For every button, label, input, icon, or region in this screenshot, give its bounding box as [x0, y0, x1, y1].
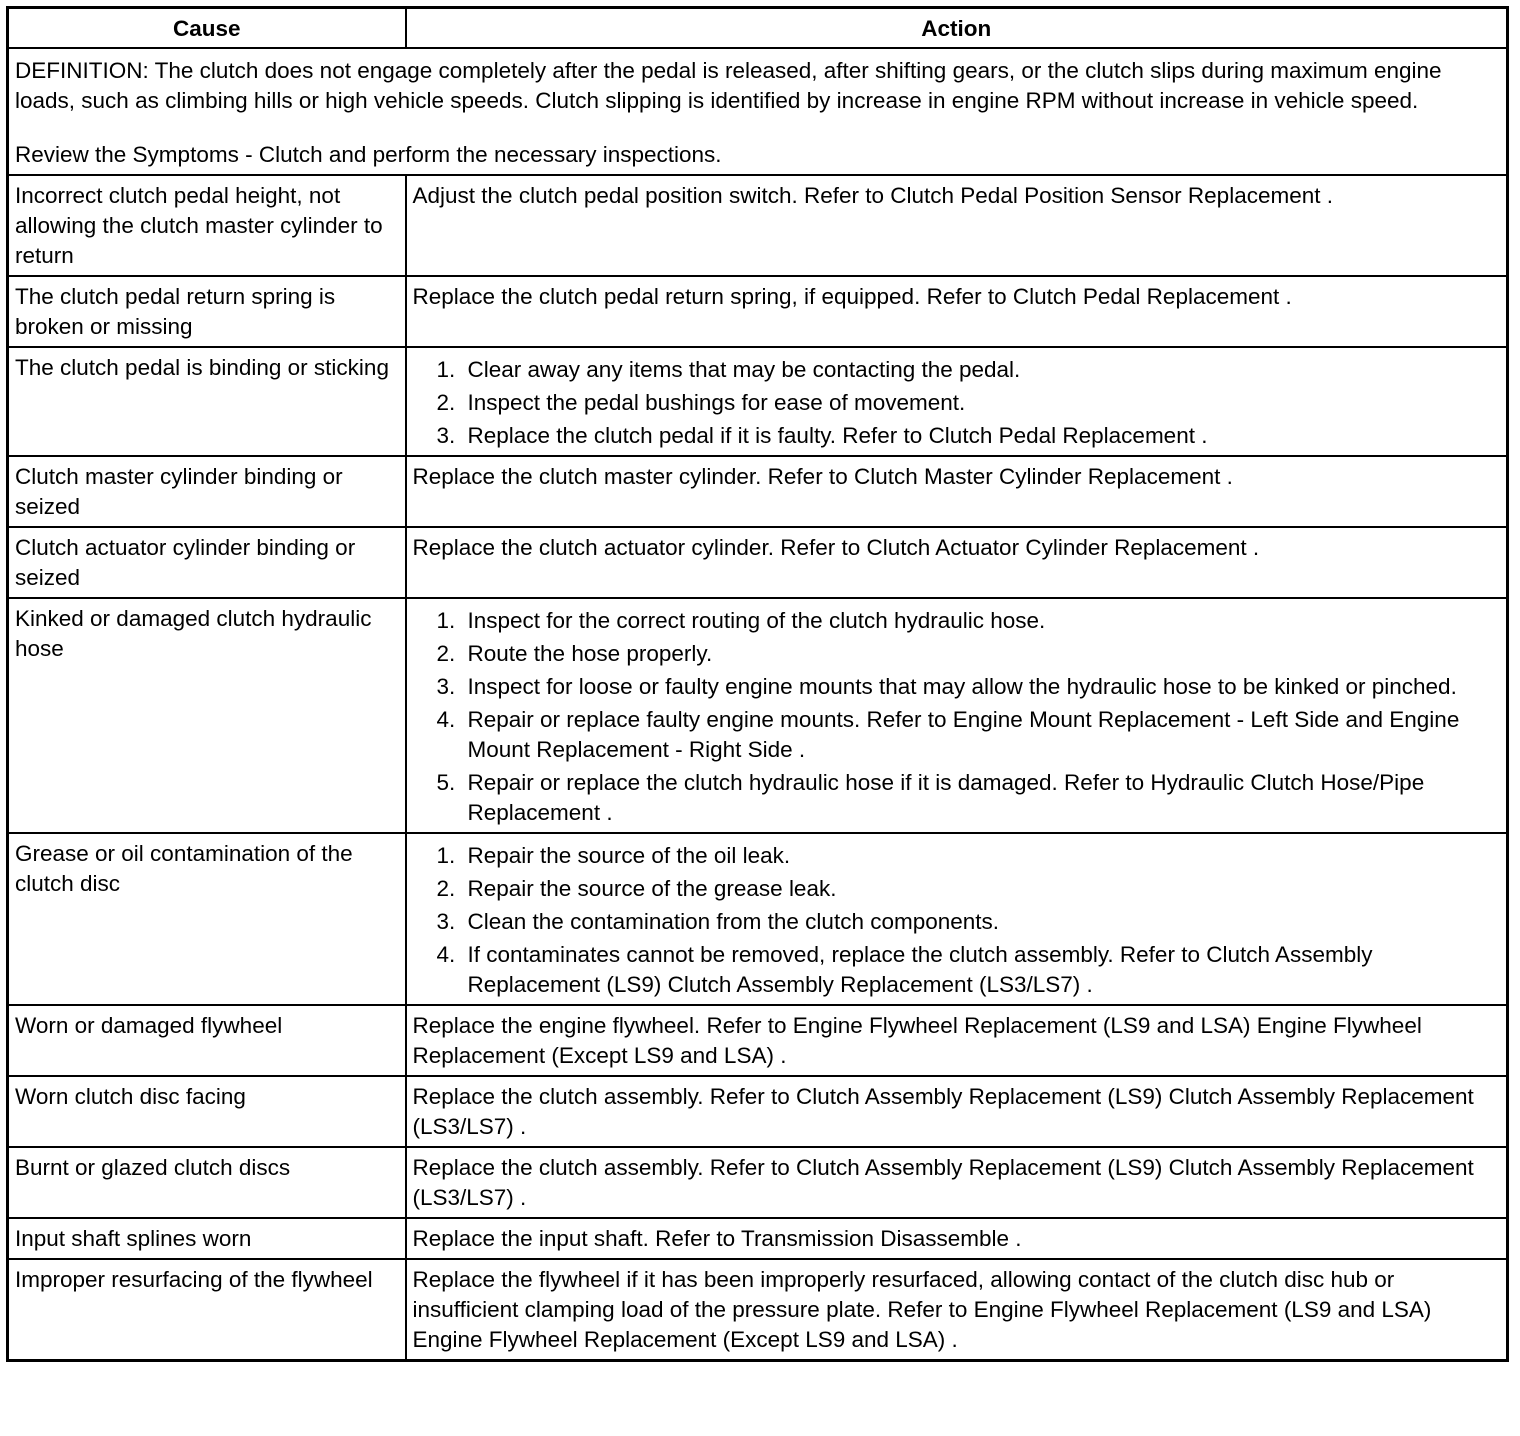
action-step: 2. Repair the source of the grease leak. — [462, 874, 1501, 904]
action-cell — [406, 347, 1508, 456]
table-row — [8, 598, 1508, 833]
action-cell: Replace the clutch assembly. Refer to Clutch Assembly Replacement (LS9) Clutch Assembly Replacement (LS3/LS7) . — [406, 1076, 1508, 1147]
cause-cell: Clutch master cylinder binding or seized — [8, 456, 406, 527]
table-row — [8, 527, 1508, 598]
table-row — [8, 833, 1508, 1005]
diagnostic-table — [6, 6, 1509, 1362]
action-step: 1. Clear away any items that may be contacting the pedal. — [462, 355, 1501, 385]
action-cell — [406, 598, 1508, 833]
action-cell: Replace the input shaft. Refer to Transmission Disassemble . — [406, 1218, 1508, 1259]
action-cell: Replace the clutch pedal return spring, if equipped. Refer to Clutch Pedal Replacement . — [406, 276, 1508, 347]
action-step: 4. If contaminates cannot be removed, replace the clutch assembly. Refer to Clutch Assembly Replacement (LS9) Clutch Assembly Replacement (LS3/LS7) . — [462, 940, 1501, 1000]
table-row — [8, 175, 1508, 276]
action-cell: Adjust the clutch pedal position switch. Refer to Clutch Pedal Position Sensor Replacement . — [406, 175, 1508, 276]
action-step: 2. Inspect the pedal bushings for ease of movement. — [462, 388, 1501, 418]
cause-cell: Incorrect clutch pedal height, not allowing the clutch master cylinder to return — [8, 175, 406, 276]
table-row — [8, 1147, 1508, 1218]
table-row — [8, 1218, 1508, 1259]
action-cell: Replace the engine flywheel. Refer to Engine Flywheel Replacement (LS9 and LSA) Engine Flywheel Replacement (Except LS9 and LSA) . — [406, 1005, 1508, 1076]
action-steps-list — [413, 841, 1501, 1000]
review-text: Review the Symptoms - Clutch and perform the necessary inspections. — [15, 142, 722, 167]
table-row — [8, 347, 1508, 456]
cause-cell: Grease or oil contamination of the clutch disc — [8, 833, 406, 1005]
cause-column-header: Cause — [8, 8, 406, 49]
action-steps-list — [413, 355, 1501, 451]
action-step: 3. Replace the clutch pedal if it is faulty. Refer to Clutch Pedal Replacement . — [462, 421, 1501, 451]
cause-cell: Clutch actuator cylinder binding or seized — [8, 527, 406, 598]
action-step: 5. Repair or replace the clutch hydraulic hose if it is damaged. Refer to Hydraulic Clutch Hose/Pipe Replacement . — [462, 768, 1501, 828]
action-step: 3. Inspect for loose or faulty engine mounts that may allow the hydraulic hose to be kinked or pinched. — [462, 672, 1501, 702]
cause-cell: Input shaft splines worn — [8, 1218, 406, 1259]
cause-cell: The clutch pedal is binding or sticking — [8, 347, 406, 456]
cause-cell: Burnt or glazed clutch discs — [8, 1147, 406, 1218]
table-row — [8, 456, 1508, 527]
action-column-header: Action — [406, 8, 1508, 49]
cause-cell: Worn or damaged flywheel — [8, 1005, 406, 1076]
action-step: 4. Repair or replace faulty engine mounts. Refer to Engine Mount Replacement - Left Side and Engine Mount Replacement - Right Side . — [462, 705, 1501, 765]
definition-row — [8, 48, 1508, 175]
cause-cell: Worn clutch disc facing — [8, 1076, 406, 1147]
action-step: 3. Clean the contamination from the clutch components. — [462, 907, 1501, 937]
action-cell: Replace the flywheel if it has been improperly resurfaced, allowing contact of the clutch disc hub or insufficient clamping load of the pressure plate. Refer to Engine Flywheel Replacement (LS9 and LSA) Engine Flywheel Replacement (Except LS9 and LSA) . — [406, 1259, 1508, 1361]
table-row — [8, 1005, 1508, 1076]
cause-cell: The clutch pedal return spring is broken or missing — [8, 276, 406, 347]
action-cell: Replace the clutch actuator cylinder. Refer to Clutch Actuator Cylinder Replacement . — [406, 527, 1508, 598]
table-row — [8, 1259, 1508, 1361]
action-steps-list — [413, 606, 1501, 828]
action-step: 1. Inspect for the correct routing of the clutch hydraulic hose. — [462, 606, 1501, 636]
definition-cell — [8, 48, 1508, 175]
header-row — [8, 8, 1508, 49]
table-row — [8, 1076, 1508, 1147]
table-body — [8, 48, 1508, 1361]
table-row — [8, 276, 1508, 347]
action-step: 2. Route the hose properly. — [462, 639, 1501, 669]
document — [6, 6, 1506, 1362]
cause-cell: Kinked or damaged clutch hydraulic hose — [8, 598, 406, 833]
action-step: 1. Repair the source of the oil leak. — [462, 841, 1501, 871]
action-cell: Replace the clutch assembly. Refer to Clutch Assembly Replacement (LS9) Clutch Assembly Replacement (LS3/LS7) . — [406, 1147, 1508, 1218]
cause-cell: Improper resurfacing of the flywheel — [8, 1259, 406, 1361]
definition-text: DEFINITION: The clutch does not engage completely after the pedal is released, after shifting gears, or the clutch slips during maximum engine loads, such as climbing hills or high vehicle speeds. Clutch slipping is identified by increase in engine RPM without increase in vehicle speed. — [15, 58, 1442, 113]
action-cell — [406, 833, 1508, 1005]
action-cell: Replace the clutch master cylinder. Refer to Clutch Master Cylinder Replacement . — [406, 456, 1508, 527]
